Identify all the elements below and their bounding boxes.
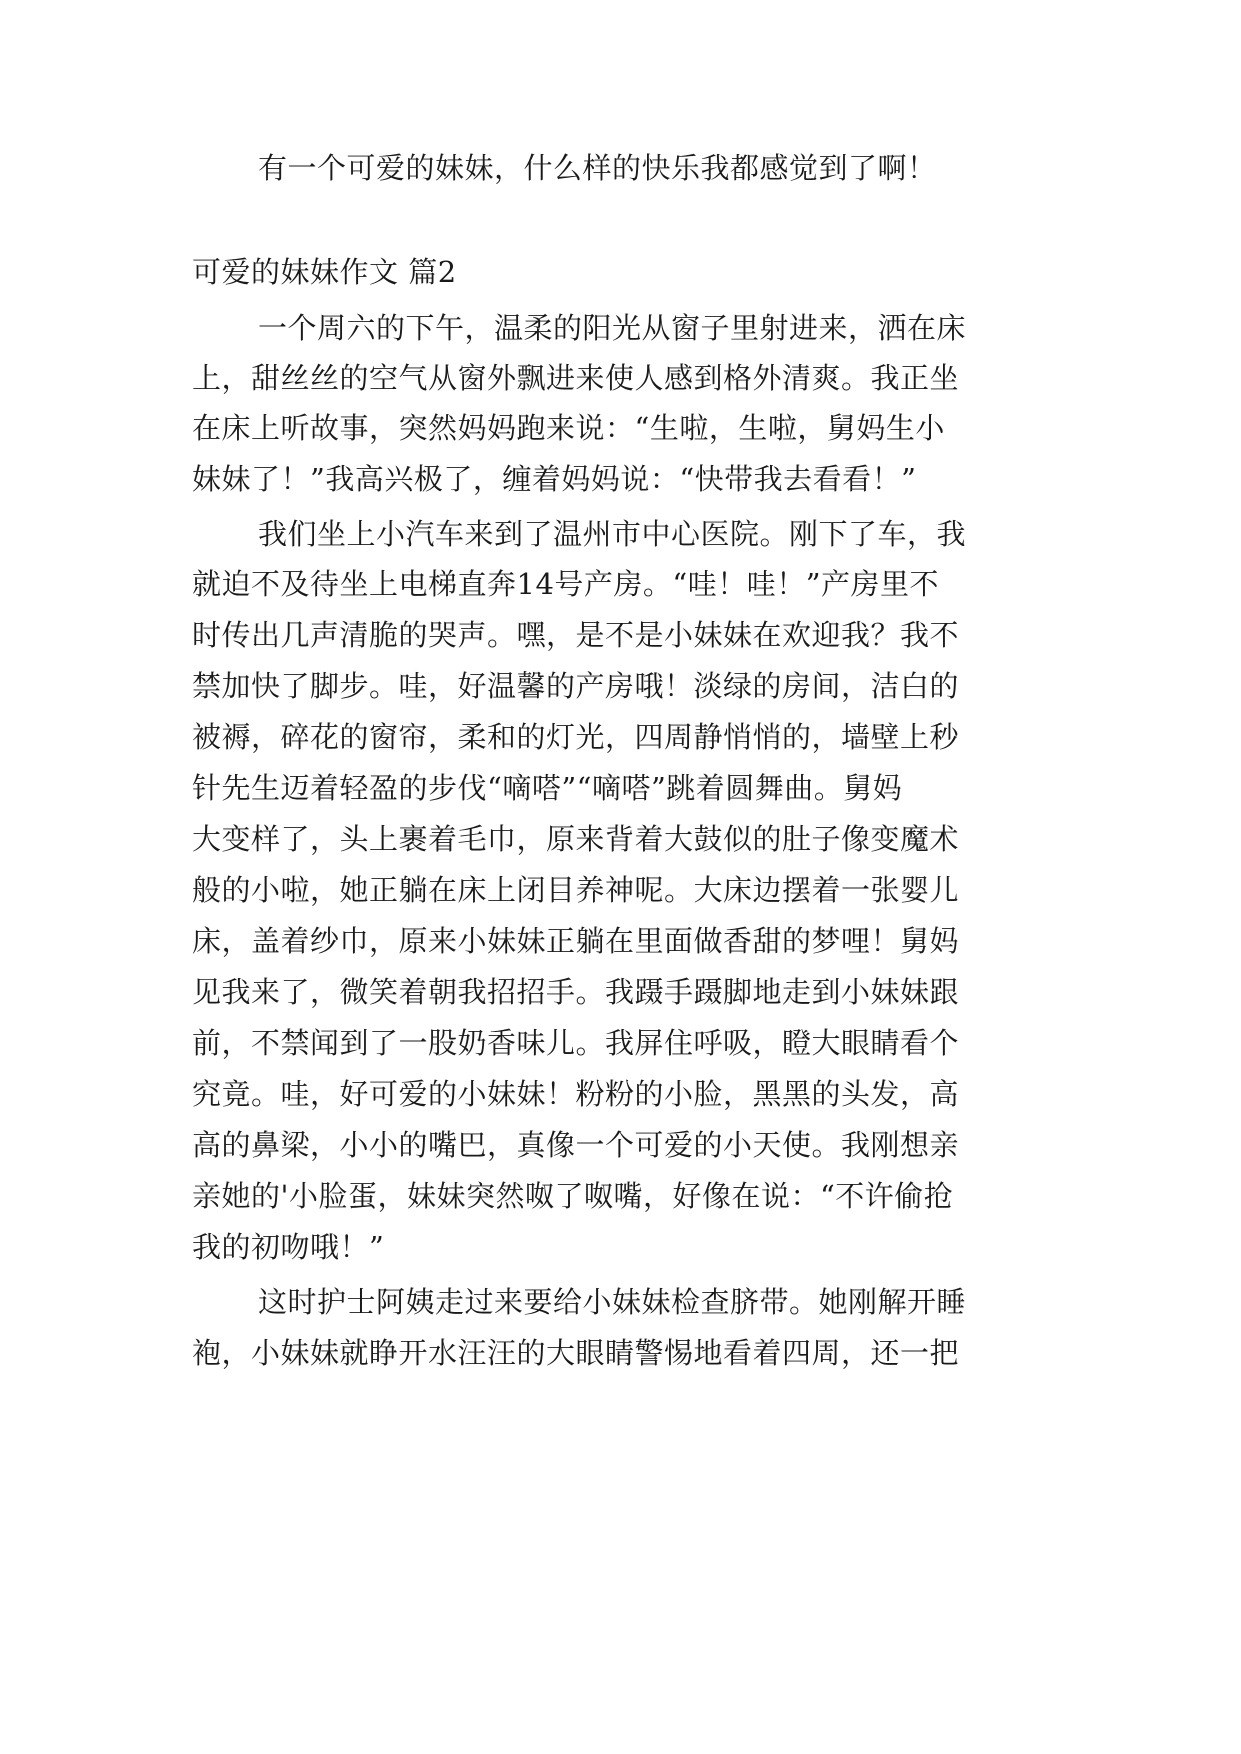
paragraph-line: 袍，小妹妹就睁开水汪汪的大眼睛警惕地看着四周，还一把 [192,1336,960,1370]
paragraph-line: 究竟。哇，好可爱的小妹妹！粉粉的小脸，黑黑的头发，高 [192,1077,960,1111]
section-heading: 可爱的妹妹作文 篇2 [192,255,457,289]
paragraph-line: 时传出几声清脆的哭声。嘿，是不是小妹妹在欢迎我？我不 [192,618,960,652]
paragraph-line: 被褥，碎花的窗帘，柔和的灯光，四周静悄悄的，墙壁上秒 [192,720,960,754]
paragraph-line: 般的小啦，她正躺在床上闭目养神呢。大床边摆着一张婴儿 [192,873,960,907]
paragraph-line: 禁加快了脚步。哇，好温馨的产房哦！淡绿的房间，洁白的 [192,669,960,703]
closing-line: 有一个可爱的妹妹，什么样的快乐我都感觉到了啊！ [258,151,937,185]
paragraph-line: 大变样了，头上裹着毛巾，原来背着大鼓似的肚子像变魔术 [192,822,960,856]
paragraph-line: 前，不禁闻到了一股奶香味儿。我屏住呼吸，瞪大眼睛看个 [192,1026,960,1060]
paragraph-line: 床，盖着纱巾，原来小妹妹正躺在里面做香甜的梦哩！舅妈 [192,924,960,958]
paragraph-line: 上，甜丝丝的空气从窗外飘进来使人感到格外清爽。我正坐 [192,361,960,395]
paragraph-line: 高的鼻梁，小小的嘴巴，真像一个可爱的小天使。我刚想亲 [192,1128,960,1162]
paragraph-line: 我的初吻哦！” [192,1230,385,1264]
paragraph-line: 我们坐上小汽车来到了温州市中心医院。刚下了车，我 [258,517,967,551]
paragraph-line: 这时护士阿姨走过来要给小妹妹检查脐带。她刚解开睡 [258,1285,967,1319]
paragraph-line: 一个周六的下午，温柔的阳光从窗子里射进来，洒在床 [258,311,967,345]
paragraph-line: 见我来了，微笑着朝我招招手。我蹑手蹑脚地走到小妹妹跟 [192,975,960,1009]
paragraph-line: 就迫不及待坐上电梯直奔14号产房。“哇！哇！”产房里不 [192,567,940,601]
paragraph-line: 在床上听故事，突然妈妈跑来说：“生啦，生啦，舅妈生小 [192,411,945,445]
paragraph-line: 妹妹了！”我高兴极了，缠着妈妈说：“快带我去看看！” [192,462,917,496]
paragraph-line: 针先生迈着轻盈的步伐“嘀嗒”“嘀嗒”跳着圆舞曲。舅妈 [192,771,903,805]
paragraph-line: 亲她的'小脸蛋，妹妹突然呶了呶嘴，好像在说：“不许偷抢 [192,1179,954,1213]
